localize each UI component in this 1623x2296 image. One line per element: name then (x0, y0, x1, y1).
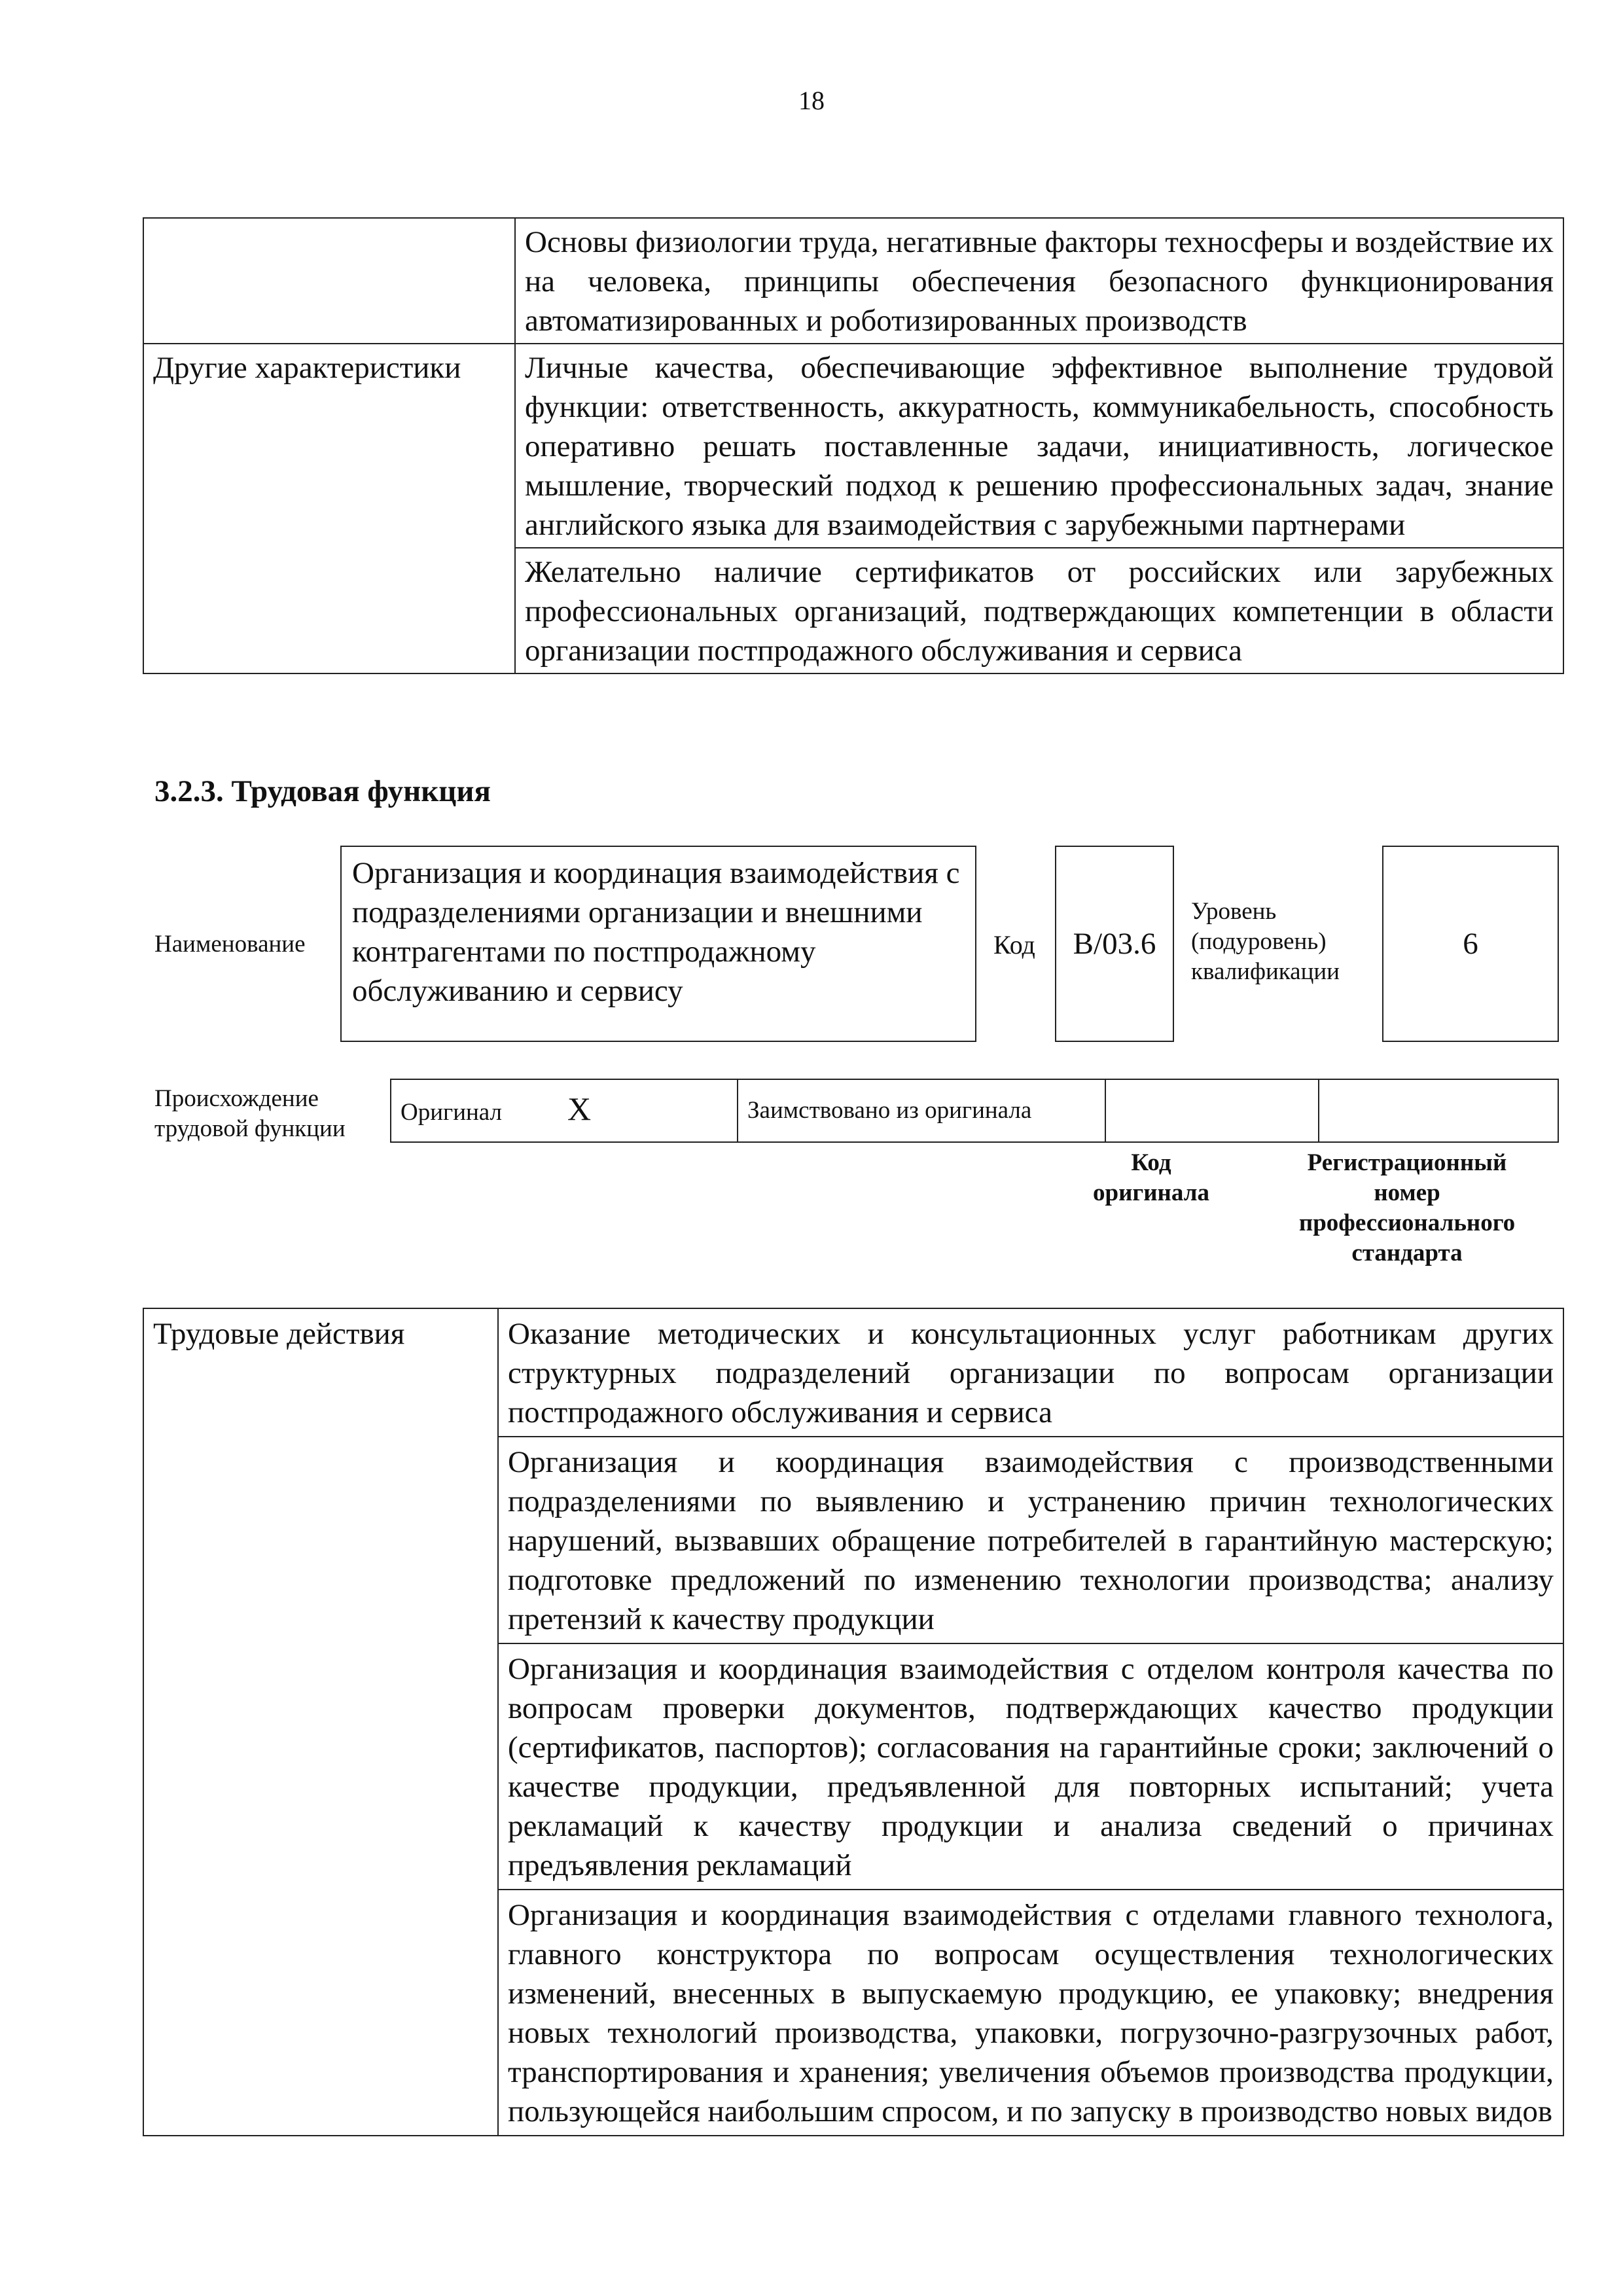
borrowed-cell: Заимствовано из оригинала (738, 1079, 1105, 1142)
level-label-line: Уровень (1191, 898, 1277, 925)
name-label: Наименование (154, 931, 306, 958)
table-cell-label: Другие характеристики (143, 344, 515, 673)
table-cell-label (143, 218, 515, 344)
original-mark: X (567, 1090, 592, 1127)
table-row (143, 1308, 1563, 1437)
page-number: 18 (798, 86, 825, 115)
code-label: Код (993, 930, 1035, 960)
table-row (143, 344, 1563, 548)
table-cell-text: Организация и координация взаимодействия с производственными подразделениями по выявлению и устранению причин технологических нарушений, вызвавших обращение потребителей в гарантийную мастерскую; подготовке предложений по изменению технологии производства; анализу претензий к качеству продукции (498, 1437, 1563, 1643)
original-code-cell (1105, 1079, 1319, 1142)
caption-line: стандарта (1351, 1240, 1463, 1266)
table-cell-text: Желательно наличие сертификатов от российских или зарубежных профессиональных организаций, подтверждающих компетенции в области организации постпродажного обслуживания и сервиса (515, 548, 1563, 673)
function-name-box (340, 846, 976, 1042)
caption-line: оригинала (1093, 1179, 1209, 1206)
origin-label (154, 1084, 346, 1144)
registration-number-cell (1319, 1079, 1558, 1142)
table-row (143, 218, 1563, 344)
section-heading: 3.2.3. Трудовая функция (154, 774, 491, 808)
origin-table (390, 1079, 1559, 1143)
table-cell-label: Трудовые действия (143, 1308, 498, 2136)
original-code-caption (1056, 1148, 1246, 1208)
level-label-line: квалификации (1191, 958, 1340, 985)
level-value: 6 (1463, 927, 1478, 961)
table-cell-text: Оказание методических и консультационных услуг работникам других структурных подразделений организации по вопросам организации постпродажного обслуживания и сервиса (498, 1308, 1563, 1437)
code-box (1055, 846, 1174, 1042)
level-box (1382, 846, 1559, 1042)
caption-line: профессионального (1298, 1210, 1516, 1236)
caption-line: номер (1374, 1179, 1440, 1206)
code-value: B/03.6 (1073, 927, 1156, 961)
caption-line: Регистрационный (1307, 1149, 1507, 1176)
table-cell-text: Организация и координация взаимодействия с отделом контроля качества по вопросам проверки документов, подтверждающих качество продукции (сертификатов, паспортов); согласования на гарантийные сроки; заключений о качестве продукции, предъявленной для повторных испытаний; учета рекламаций к качеству продукции и анализа сведений о причинах предъявления рекламаций (498, 1643, 1563, 1890)
table-cell-text: Личные качества, обеспечивающие эффективное выполнение трудовой функции: ответственность, аккуратность, коммуникабельность, способность оперативно решать поставленные задачи, инициативность, логическое мышление, творческий подход к решению профессиональных задач, знание английского языка для взаимодействия с зарубежными партнерами (515, 344, 1563, 548)
table-row (391, 1079, 1558, 1142)
origin-label-line: трудовой функции (154, 1115, 346, 1142)
function-name-value: Организация и координация взаимодействия с подразделениями организации и внешними контрагентами по постпродажному обслуживанию и сервису (352, 856, 960, 1008)
origin-label-line: Происхождение (154, 1085, 319, 1112)
original-cell (391, 1079, 738, 1142)
level-label-line: (подуровень) (1191, 928, 1327, 955)
characteristics-table (143, 217, 1564, 674)
original-label: Оригинал (401, 1099, 503, 1126)
registration-number-caption (1250, 1148, 1564, 1268)
table-cell-text: Основы физиологии труда, негативные факторы техносферы и воздействие их на человека, принципы обеспечения безопасного функционирования автоматизированных и роботизированных производств (515, 218, 1563, 344)
level-label (1191, 897, 1340, 987)
table-cell-text: Организация и координация взаимодействия с отделами главного технолога, главного конструктора по вопросам осуществления технологических изменений, внесенных в выпускаемую продукцию, ее упаковку; внедрения новых технологий производства, упаковки, погрузочно-разгрузочных работ, транспортирования и хранения; увеличения объемов производства продукции, пользующейся наибольшим спросом, и по запуску в производство новых видов (498, 1890, 1563, 2136)
labor-actions-table (143, 1308, 1564, 2136)
caption-line: Код (1131, 1149, 1171, 1176)
